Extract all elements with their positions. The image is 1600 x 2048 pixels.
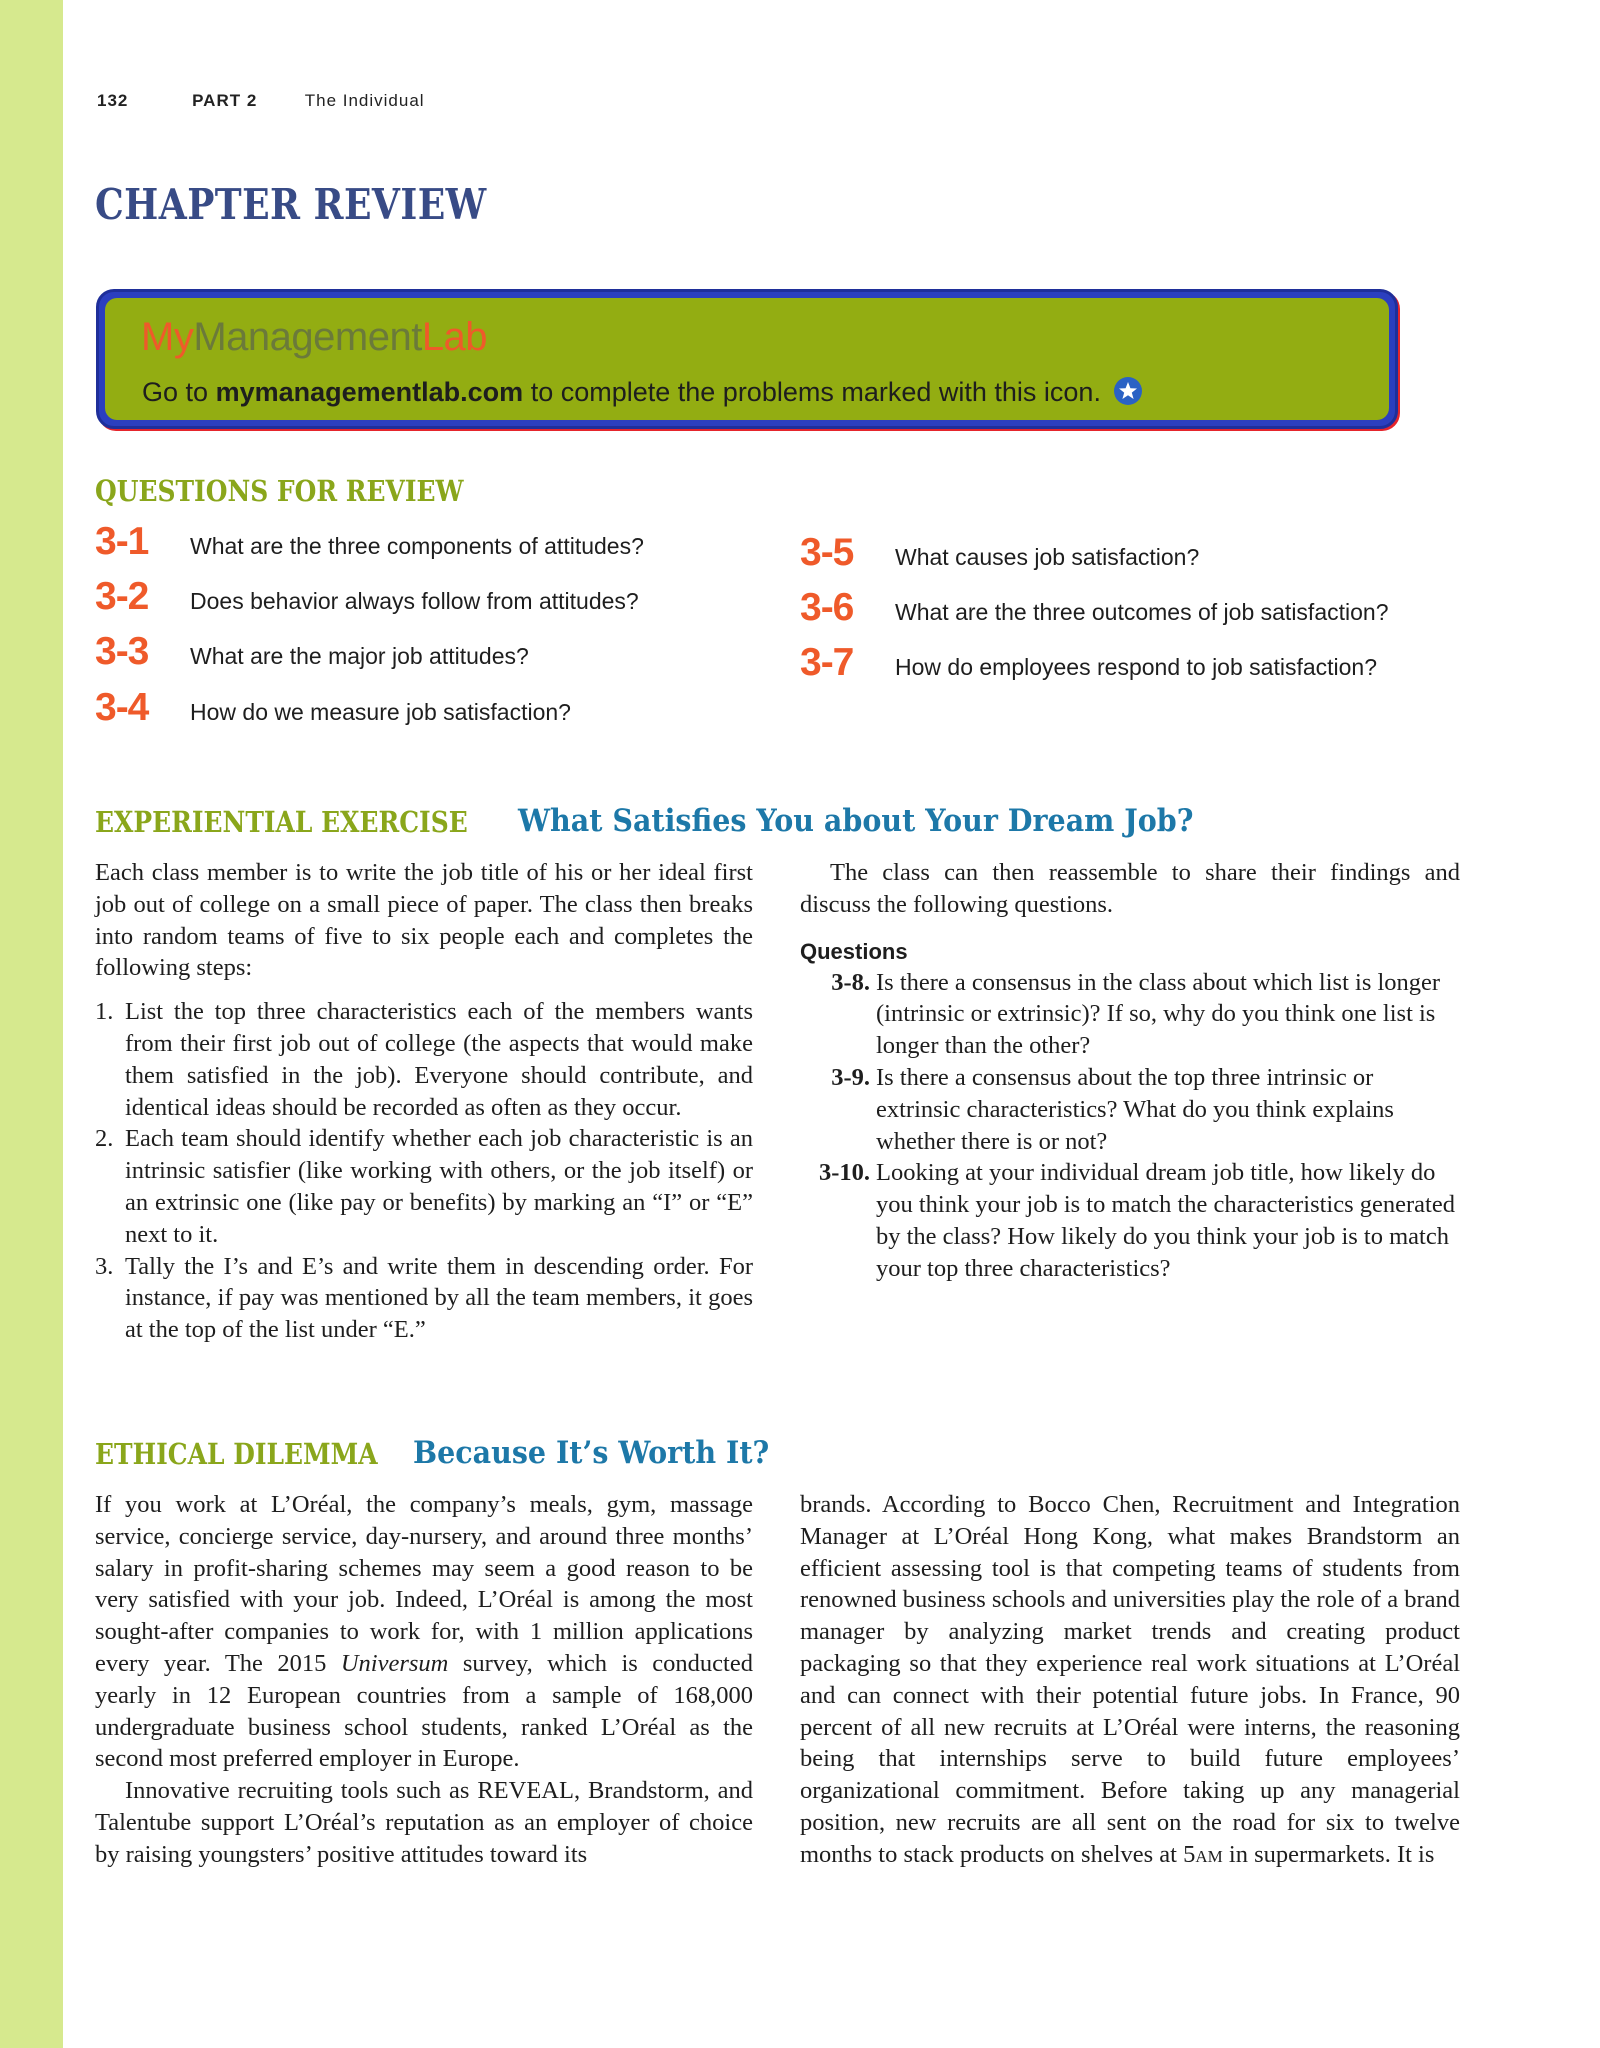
banner-instructions: Go to mymanagementlab.com to complete the problems marked with this icon. xyxy=(142,377,1142,408)
review-question: 3-5 What causes job satisfaction? xyxy=(800,531,1200,574)
ethical-dilemma-title: Because It’s Worth It? xyxy=(413,1435,770,1471)
ethical-left-column xyxy=(95,1489,753,1871)
experiential-intro: Each class member is to write the job title of his or her ideal first job out of college on a small piece of paper. The class then breaks into random teams of five to six people each and completes the following steps: xyxy=(95,859,753,982)
section-label: The Individual xyxy=(304,91,425,110)
mymanagementlab-banner xyxy=(96,289,1398,429)
experiential-left-column xyxy=(95,857,753,1346)
review-question: 3-1 What are the three components of attitudes? xyxy=(95,520,644,563)
questions-subheading: Questions xyxy=(800,938,908,964)
ethical-paragraph-1: If you work at L’Oréal, the company’s meals, gym, massage service, concierge service, day-nursery, and around three months’ salary in profit-sharing schemes may seem a good reason to be very satisfied with your job. Indeed, L’Oréal is among the most sought-after companies to work for, with 1 million applications every year. The 2015 Universum survey, which is conducted yearly in 12 European countries from a sample of 168,000 undergraduate business school students, ranked L’Oréal as the second most preferred employer in Europe. xyxy=(95,1491,753,1773)
reassemble-text: The class can then reassemble to share their findings and discuss the following questions. xyxy=(800,859,1460,918)
experiential-right-column xyxy=(800,857,1460,1285)
part-label: PART 2 xyxy=(192,91,258,110)
ethical-right-column xyxy=(800,1489,1460,1871)
review-question: 3-3 What are the major job attitudes? xyxy=(95,630,529,673)
mymanagementlab-link[interactable]: mymanagementlab.com xyxy=(215,377,524,407)
ethical-paragraph-2: Innovative recruiting tools such as REVEAL, Brandstorm, and Talentube support L’Oréal’s reputation as an employer of choice by raising youngsters’ positive attitudes toward its xyxy=(95,1777,753,1868)
list-item: 2. Each team should identify whether each job characteristic is an intrinsic satisfier (like working with others, or the job itself) or an extrinsic one (like pay or benefits) by marking an “I” or “E” next to it. xyxy=(95,1125,753,1248)
running-header xyxy=(97,91,425,111)
star-icon xyxy=(1114,377,1142,405)
page-number: 132 xyxy=(97,91,129,110)
ethical-dilemma-heading: ETHICAL DILEMMA xyxy=(95,1437,378,1471)
questions-for-review-heading: QUESTIONS FOR REVIEW xyxy=(95,474,464,508)
page-margin-strip xyxy=(0,0,63,2048)
chapter-title: CHAPTER REVIEW xyxy=(95,180,487,229)
discussion-question: 3-8. Is there a consensus in the class about which list is longer (intrinsic or extrinsic)? If so, why do you think one list is longer than the other? xyxy=(831,968,1441,1060)
review-question: 3-4 How do we measure job satisfaction? xyxy=(95,686,571,729)
experiential-exercise-heading: EXPERIENTIAL EXERCISE xyxy=(95,805,468,839)
ethical-paragraph-3: brands. According to Bocco Chen, Recruitment and Integration Manager at L’Oréal Hong Kong, what makes Brandstorm an efficient assessing tool is that competing teams of students from renowned business schools and universities play the role of a brand manager by analyzing market trends and creating product packaging so that they experience real work situations at L’Oréal and can connect with their potential future jobs. In France, 90 percent of all new recruits at L’Oréal were interns, the reasoning being that internships serve to build future employees’ organizational commitment. Before taking up any managerial position, new recruits are all sent on the road for six to twelve months to stack products on shelves at 5am in supermarkets. It is xyxy=(800,1491,1460,1868)
list-item: 3. Tally the I’s and E’s and write them in descending order. For instance, if pay was mentioned by all the team members, it goes at the top of the list under “E.” xyxy=(95,1252,753,1344)
discussion-question: 3-9. Is there a consensus about the top three intrinsic or extrinsic characteristics? What do you think explains whether there is or not? xyxy=(831,1063,1394,1155)
review-question: 3-6 What are the three outcomes of job satisfaction? xyxy=(800,586,1389,629)
list-item: 1. List the top three characteristics each of the members wants from their first job out of college (the aspects that would make them satisfied in the job). Everyone should contribute, and identical ideas should be recorded as often as they occur. xyxy=(95,998,753,1121)
review-question: 3-2 Does behavior always follow from attitudes? xyxy=(95,575,639,618)
mymanagementlab-logo: MyManagementLab xyxy=(141,315,488,359)
experiential-exercise-title: What Satisfies You about Your Dream Job? xyxy=(518,803,1194,839)
review-question: 3-7 How do employees respond to job satisfaction? xyxy=(800,641,1378,684)
discussion-question: 3-10. Looking at your individual dream job title, how likely do you think your job is to match the characteristics generated by the class? How likely do you think your job is to match your top three characteristics? xyxy=(818,1159,1455,1282)
experiential-steps xyxy=(95,996,753,1346)
